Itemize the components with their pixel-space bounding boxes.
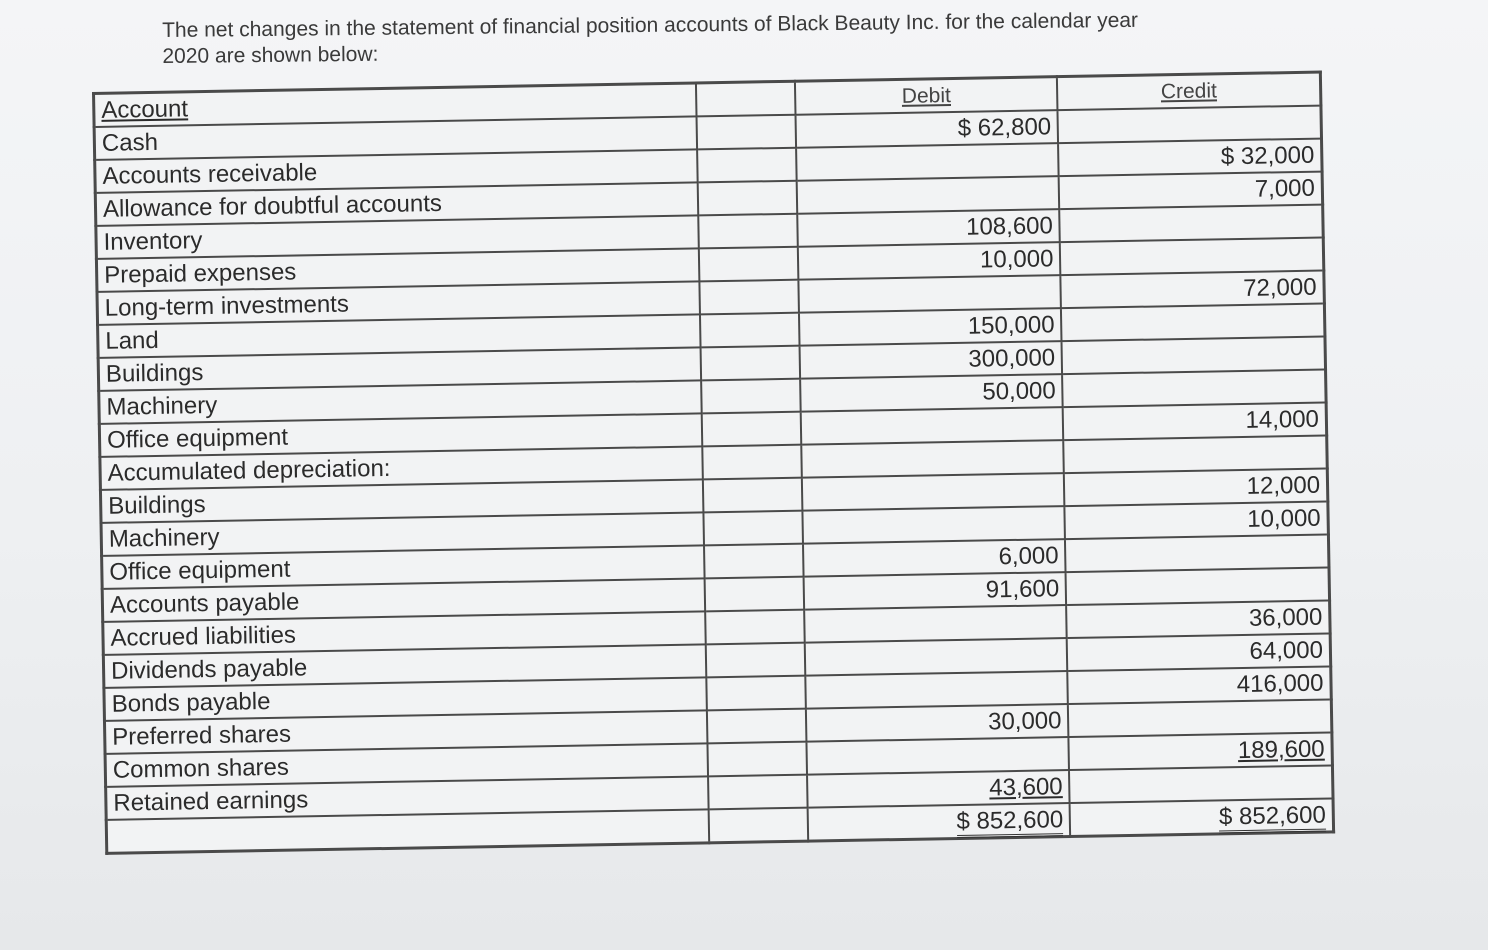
account-name: Long-term investments [97,281,700,325]
credit-amount [1062,370,1326,408]
debit-amount [801,440,1064,478]
debit-amount [802,506,1065,544]
credit-amount [1069,765,1333,803]
account-name: Allowance for doubtful accounts [95,182,698,226]
account-name: Buildings [98,347,701,391]
credit-amount [1062,337,1326,375]
debit-amount: 50,000 [800,374,1063,412]
debit-amount [796,143,1059,181]
credit-amount [1061,304,1325,342]
account-name: Dividends payable [103,644,706,688]
account-name: Preferred shares [104,710,707,754]
account-name: Accrued liabilities [103,611,706,655]
credit-amount: 10,000 [1065,501,1329,539]
account-name: Office equipment [102,545,705,589]
header-debit: Debit [901,83,952,108]
account-name: Retained earnings [106,776,709,820]
debit-amount [804,605,1067,643]
debit-amount [797,176,1060,214]
account-name: Common shares [105,743,708,787]
credit-amount: 7,000 [1059,172,1323,210]
debit-amount: 300,000 [799,341,1062,379]
intro-text [162,5,1362,70]
debit-amount: 108,600 [797,209,1060,247]
total-credit: $ 852,600 [1219,801,1326,833]
credit-amount: 416,000 [1068,666,1332,704]
credit-amount [1064,436,1328,474]
credit-amount: 64,000 [1067,633,1331,671]
intro-line-1: The net changes in the statement of financial position accounts of Black Beauty Inc. for the calendar year [162,8,1139,42]
credit-amount [1060,205,1324,243]
credit-amount: 12,000 [1064,468,1328,506]
credit-amount: 189,600 [1237,735,1325,764]
account-name: Office equipment [99,413,702,457]
credit-amount: $ 32,000 [1058,139,1322,177]
ledger-sheet [92,71,1336,932]
account-name: Buildings [100,479,703,523]
credit-amount: 14,000 [1063,403,1327,441]
debit-amount: 30,000 [806,704,1069,742]
credit-amount [1066,567,1330,605]
debit-amount [802,473,1065,511]
credit-amount [1068,699,1332,737]
debit-amount: $ 62,800 [795,110,1058,148]
total-debit: $ 852,600 [956,806,1063,838]
credit-amount: 72,000 [1061,271,1325,309]
accounts-table [92,71,1335,855]
account-name: Accumulated depreciation: [100,446,703,490]
credit-amount: 36,000 [1066,600,1330,638]
account-name: Machinery [101,512,704,556]
debit-amount: 6,000 [803,539,1066,577]
account-name: Cash [94,116,697,160]
account-name: Machinery [99,380,702,424]
account-name: Bonds payable [104,677,707,721]
account-name: Accounts receivable [95,149,698,193]
debit-amount: 43,600 [989,772,1063,801]
header-credit: Credit [1160,78,1218,103]
account-name: Inventory [96,215,699,259]
debit-amount: 150,000 [799,308,1062,346]
debit-amount: 10,000 [798,242,1061,280]
debit-amount: 91,600 [803,572,1066,610]
credit-amount [1060,238,1324,276]
debit-amount [806,737,1069,775]
debit-amount [798,275,1061,313]
intro-line-2: 2020 are shown below: [162,42,379,68]
credit-amount [1058,106,1322,144]
account-name: Accounts payable [102,578,705,622]
debit-amount [805,671,1068,709]
debit-amount [801,407,1064,445]
debit-amount [805,638,1068,676]
account-name: Prepaid expenses [96,248,699,292]
account-name: Land [98,314,701,358]
header-account: Account [101,94,189,124]
credit-amount [1065,534,1329,572]
